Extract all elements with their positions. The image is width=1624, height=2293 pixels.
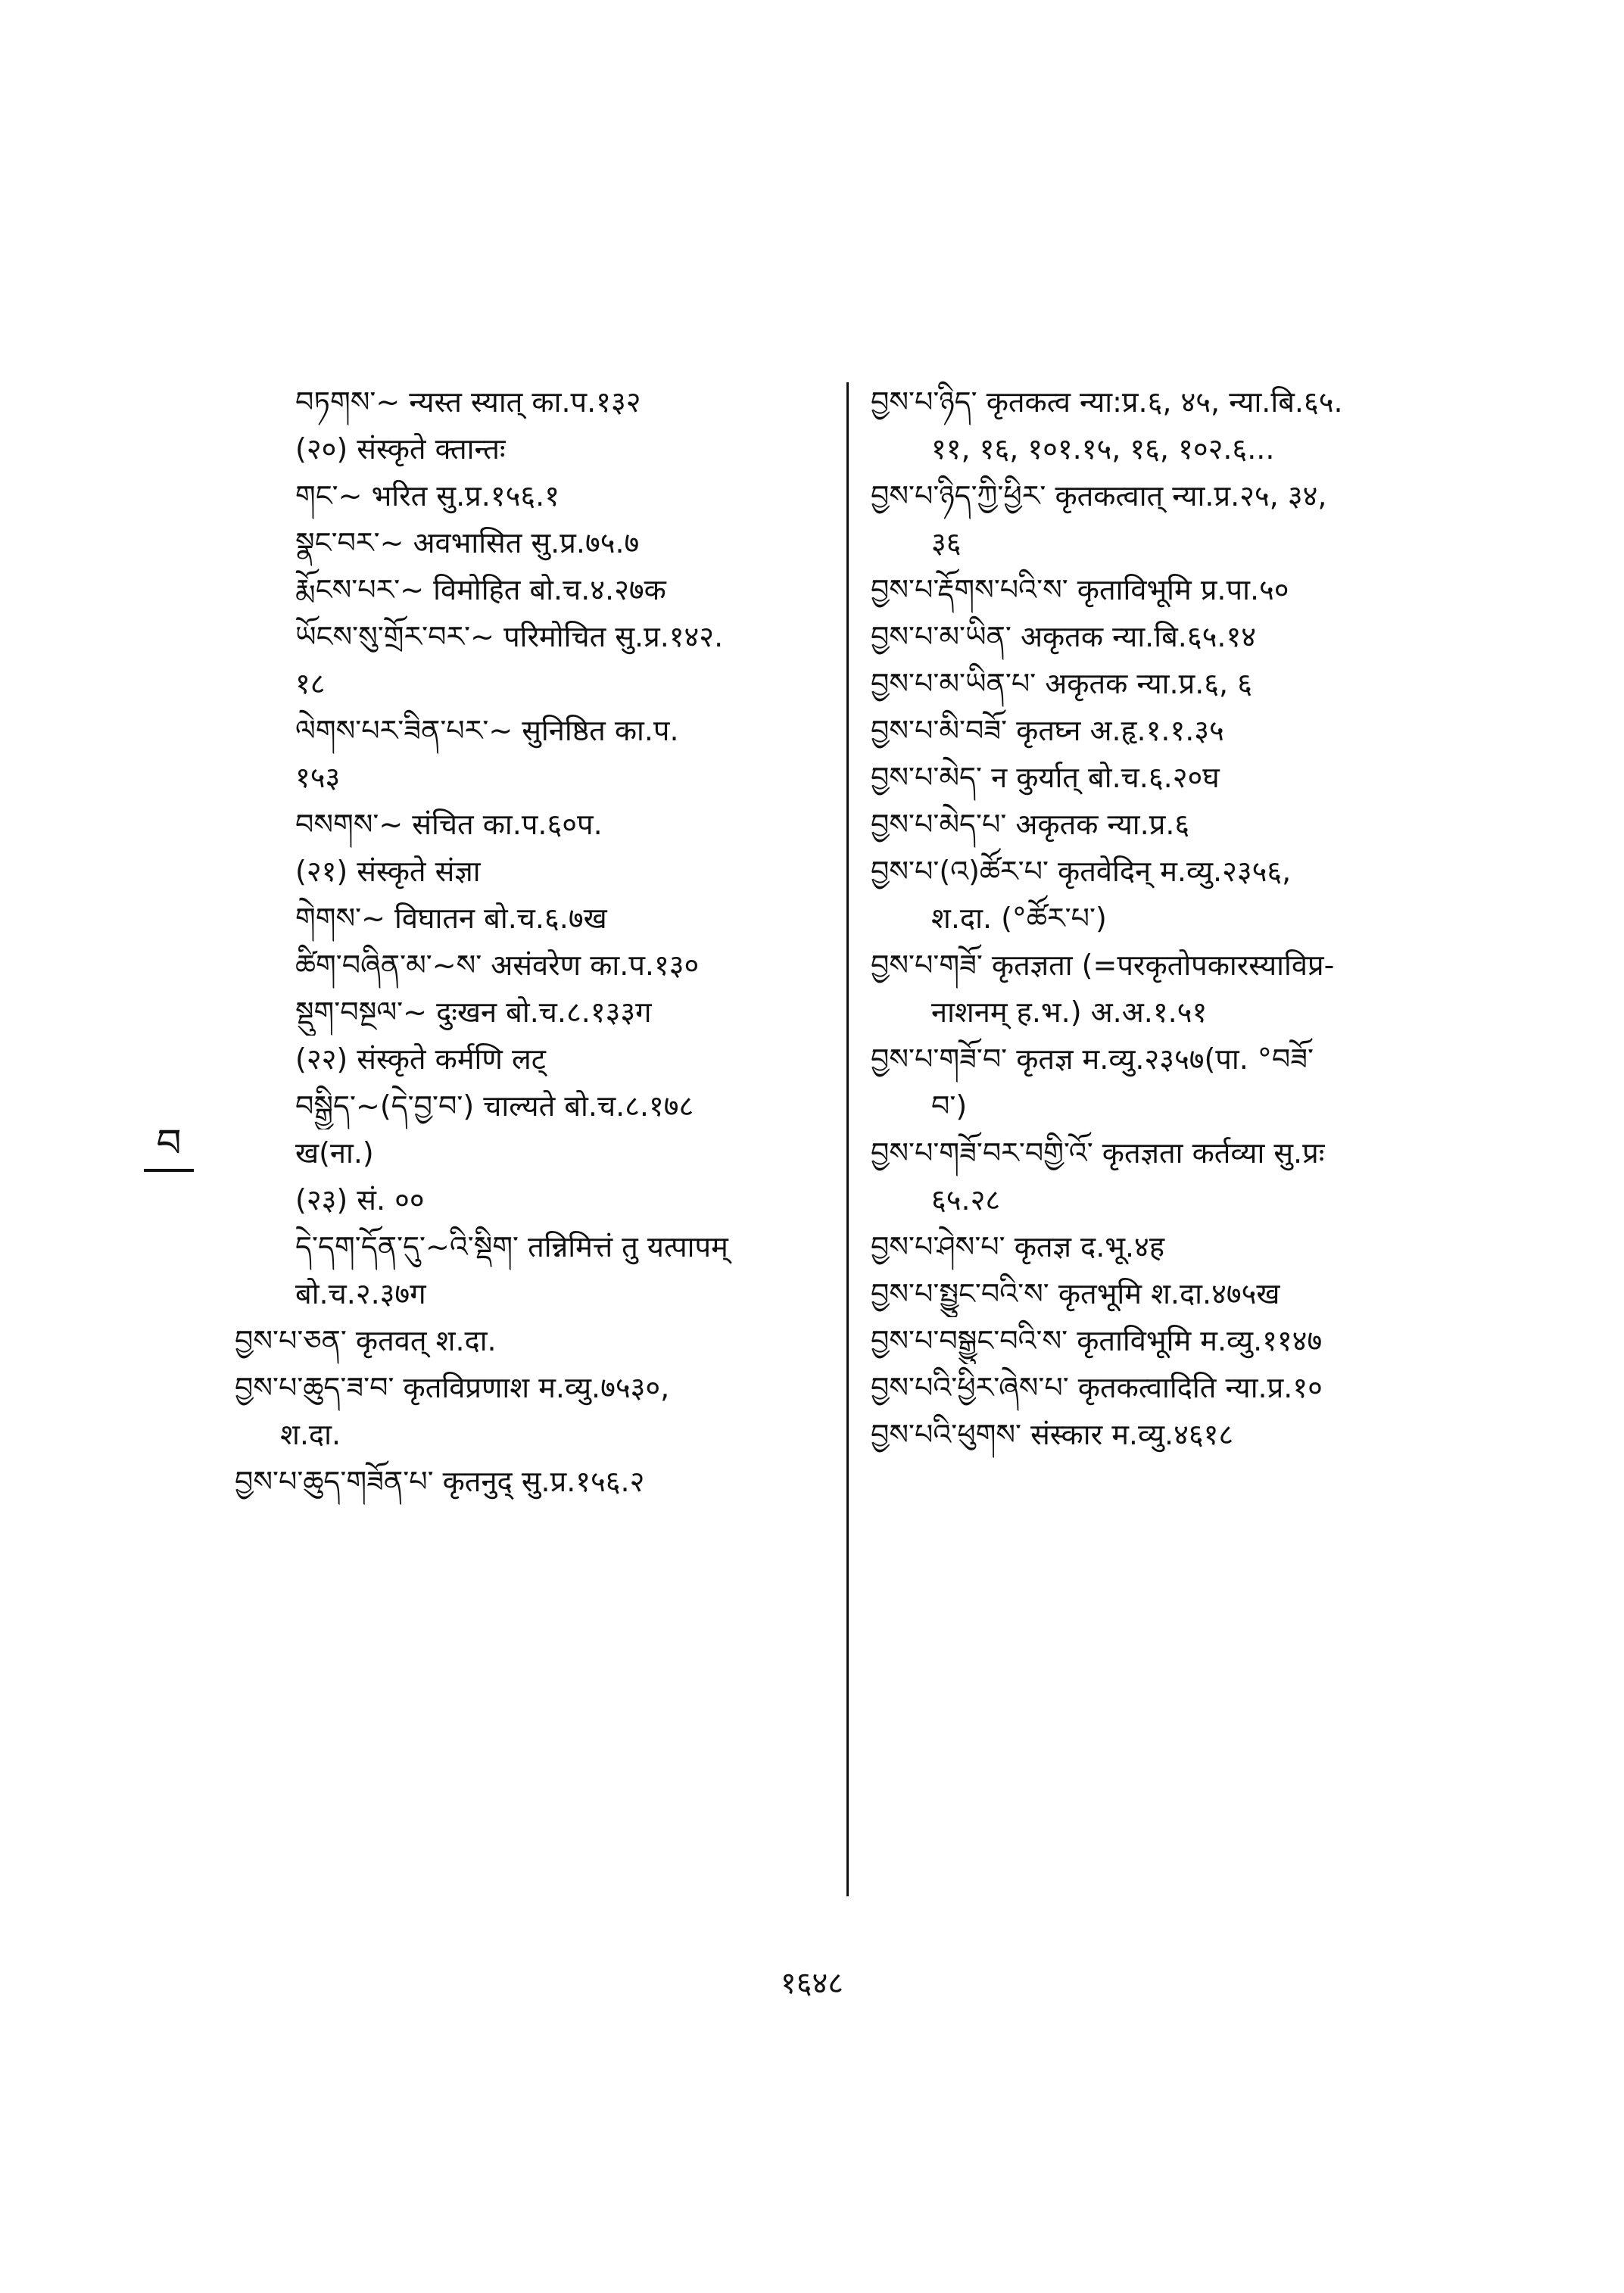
dictionary-entry-line: བྱས་པ་མ་ཡིན་པ་ अकृतक न्या.प्र.६, ६ — [871, 667, 1252, 700]
dictionary-entry-line: श.दा. (°ཚོར་པ་) — [931, 902, 1107, 935]
dictionary-entry-line: སྡུག་བསྔལ་~ दुःखन बो.च.८.१३३ग — [295, 995, 652, 1029]
dictionary-entry-line: བྱས་པ་མི་བཟོ་ कृतघ्न अ.हृ.१.१.३५ — [871, 714, 1224, 747]
dictionary-entry-line: (२०) संस्कृते क्तान्तः — [295, 432, 506, 466]
dictionary-entry-line: གང་~ भरित सु.प्र.१५६.१ — [295, 479, 560, 512]
dictionary-entry-line: བཏགས་~ न्यस्त स्यात् का.प.१३२ — [295, 385, 641, 419]
right-column — [871, 379, 1469, 1458]
dictionary-entry-line: བྱས་པ་རྡོགས་པའི་ས་ कृताविभूमि प्र.पा.५० — [871, 573, 1289, 606]
dictionary-entry-line: བྱས་པ་(འ)ཚོར་པ་ कृतवेदिन् म.व्यु.२३५६, — [871, 855, 1292, 888]
column-divider — [846, 382, 849, 1896]
dictionary-entry-line: སྣང་བར་~ अवभासित सु.प्र.७५.७ — [295, 526, 640, 559]
dictionary-entry-line: རྨོངས་པར་~ विमोहित बो.च.४.२७क — [295, 573, 666, 606]
dictionary-entry-line: ख(ना.) — [295, 1136, 374, 1170]
dictionary-entry-line: བྱས་པ་ཉིད་ कृतकत्व न्या:प्र.६, ४५, न्या.बि.६५. — [871, 385, 1343, 419]
dictionary-entry-line: १८ — [295, 667, 326, 700]
dictionary-entry-line: བྱས་པ་ཤེས་པ་ कृतज्ञ द.भू.४ह — [871, 1230, 1164, 1263]
dictionary-entry-line: श.दा. — [280, 1418, 341, 1451]
dictionary-entry-line: བསགས་~ संचित का.प.६०प. — [295, 808, 603, 841]
dictionary-entry-line: ६५.२८ — [931, 1183, 1001, 1217]
dictionary-entry-line: १५३ — [295, 761, 341, 794]
dictionary-entry-line: བྱས་པ་ཆུད་ཟ་བ་ कृतविप्रणाश म.व्यु.७५३०, — [235, 1371, 670, 1404]
dictionary-entry-line: ३६ — [931, 526, 962, 559]
dictionary-entry-line: བྱས་པའི་ཕུགས་ संस्कार म.व्यु.४६१८ — [871, 1418, 1234, 1451]
dictionary-entry-line: ཡོངས་སུ་གྲོར་བར་~ परिमोचित सु.प्र.१४२. — [295, 620, 724, 653]
left-column — [235, 379, 833, 1505]
dictionary-entry-line: བྱས་པའི་ཕྱིར་ཞེས་པ་ कृतकत्वादिति न्या.प्र.१० — [871, 1371, 1323, 1404]
dictionary-entry-line: ११, १६, १०१.१५, १६, १०२.६... — [931, 432, 1275, 466]
dictionary-entry-line: བྱས་པ་མེད་པ་ अकृतक न्या.प्र.६ — [871, 808, 1190, 841]
dictionary-entry-line: (२१) संस्कृते संज्ञा — [295, 855, 481, 888]
dictionary-entry-line: བྱས་པ་སྤྱུང་བའི་ས་ कृतभूमि श.दा.४७५ख — [871, 1277, 1280, 1310]
dictionary-entry-line: བྱས་པ་གཟོ་བ་ कृतज्ञ म.व्यु.२३५७(पा. °བཟོ་ — [871, 1042, 1314, 1076]
dictionary-entry-line: (२३) सं. ०० — [295, 1183, 425, 1217]
dictionary-entry-line: བྱས་པ་མ་ཡིན་ अकृतक न्या.बि.६५.१४ — [871, 620, 1256, 653]
page-number: १६४८ — [780, 1966, 844, 2001]
dictionary-entry-line: དེ་དག་དོན་དུ་~འི་སྡིག་ तन्निमित्तं तु यत्पापम् — [295, 1230, 728, 1263]
dictionary-entry-line: བ་) — [931, 1089, 968, 1123]
dictionary-entry-line: བྱས་པ་ཉིད་ཀྱི་ཕྱིར་ कृतकत्वात् न्या.प्र.२५, ३४, — [871, 479, 1327, 512]
dictionary-entry-line: བྱས་པ་ཅན་ कृतवत् श.दा. — [235, 1324, 497, 1357]
dictionary-entry-line: བྱས་པ་བསྒྱུང་བའི་ས་ कृताविभूमि म.व्यु.११४७ — [871, 1324, 1323, 1357]
dictionary-entry-line: बो.च.२.३७ग — [295, 1277, 426, 1310]
dictionary-entry-line: नाशनम् ह.भ.) अ.अ.१.५१ — [931, 995, 1208, 1029]
dictionary-entry-line: བྱས་པ་གཟོ་བར་བགྱི་འོ་ कृतज्ञता कर्तव्या सु.प्रः — [871, 1136, 1325, 1170]
dictionary-entry-line: བྱས་པ་གཟོ་ कृतज्ञता (=परकृतोपकारस्याविप्र- — [871, 949, 1335, 982]
dictionary-entry-line: ཚིག་བཞིན་མ་~ས་ असंवरेण का.प.१३० — [295, 949, 700, 982]
dictionary-entry-line: ལེགས་པར་ཟིན་པར་~ सुनिष्ठित का.प. — [295, 714, 679, 747]
dictionary-entry-line: བསྒྱིད་~(དེ་བྱ་བ་) चाल्यते बो.च.८.१७८ — [295, 1089, 694, 1123]
dictionary-entry-line: གེགས་~ विघातन बो.च.६.७ख — [295, 902, 607, 935]
dictionary-entry-line: བྱས་པ་ཆུད་གཟོན་པ་ कृतनुद् सु.प्र.१५६.२ — [235, 1465, 645, 1498]
margin-section-mark: བ — [144, 1119, 194, 1172]
dictionary-entry-line: བྱས་པ་མེད་ न कुर्यात् बो.च.६.२०घ — [871, 761, 1220, 794]
dictionary-entry-line: (२२) संस्कृते कर्मणि लट् — [295, 1042, 546, 1076]
